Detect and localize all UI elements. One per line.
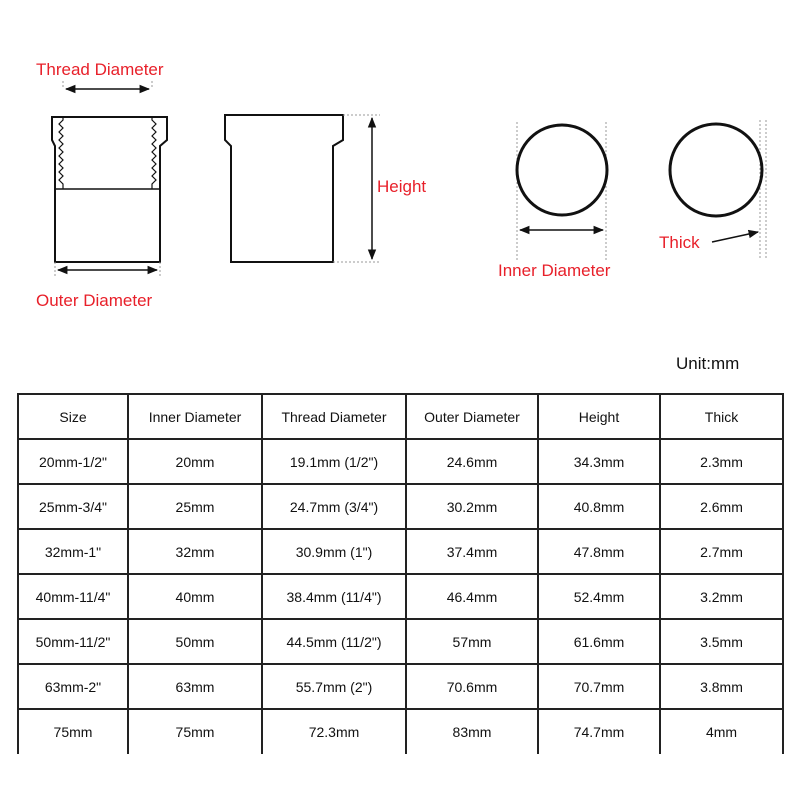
cell-height: 52.4mm: [538, 574, 660, 619]
table-row: [18, 574, 783, 619]
cell-height: 34.3mm: [538, 439, 660, 484]
cell-thread-diameter: 44.5mm (11/2"): [262, 619, 406, 664]
inner-diameter-label: Inner Diameter: [498, 261, 611, 280]
thread-diameter-label: Thread Diameter: [36, 60, 164, 79]
cell-inner-diameter: 25mm: [128, 484, 262, 529]
column-header-thick: Thick: [660, 394, 783, 439]
cell-thick: 4mm: [660, 709, 783, 754]
threaded-adapter-drawing: [52, 80, 167, 262]
cell-inner-diameter: 63mm: [128, 664, 262, 709]
cell-thread-diameter: 30.9mm (1"): [262, 529, 406, 574]
size-spec-table: [17, 393, 784, 754]
table-row: [18, 439, 783, 484]
cell-size: 50mm-11/2": [18, 619, 128, 664]
cell-thread-diameter: 24.7mm (3/4"): [262, 484, 406, 529]
cell-thick: 3.2mm: [660, 574, 783, 619]
cell-outer-diameter: 46.4mm: [406, 574, 538, 619]
cell-size: 20mm-1/2": [18, 439, 128, 484]
cell-thread-diameter: 72.3mm: [262, 709, 406, 754]
cell-size: 32mm-1": [18, 529, 128, 574]
table-row: [18, 709, 783, 754]
column-header-height: Height: [538, 394, 660, 439]
cell-thick: 2.7mm: [660, 529, 783, 574]
table-header-row: [18, 394, 783, 439]
cell-height: 70.7mm: [538, 664, 660, 709]
cell-thread-diameter: 19.1mm (1/2"): [262, 439, 406, 484]
cell-height: 74.7mm: [538, 709, 660, 754]
unit-label: Unit:mm: [676, 354, 740, 373]
cell-height: 40.8mm: [538, 484, 660, 529]
dimension-diagram: [0, 0, 800, 340]
cell-inner-diameter: 40mm: [128, 574, 262, 619]
cell-height: 47.8mm: [538, 529, 660, 574]
inner-diameter-ring: [517, 122, 607, 260]
cell-outer-diameter: 57mm: [406, 619, 538, 664]
cell-size: 40mm-11/4": [18, 574, 128, 619]
outer-diameter-arrow: [55, 262, 160, 278]
cell-size: 75mm: [18, 709, 128, 754]
height-label: Height: [377, 177, 427, 196]
cell-size: 25mm-3/4": [18, 484, 128, 529]
cell-thread-diameter: 38.4mm (11/4"): [262, 574, 406, 619]
cell-thick: 3.8mm: [660, 664, 783, 709]
plain-adapter-drawing: [225, 115, 380, 262]
cell-outer-diameter: 83mm: [406, 709, 538, 754]
cell-outer-diameter: 30.2mm: [406, 484, 538, 529]
cell-outer-diameter: 37.4mm: [406, 529, 538, 574]
cell-thread-diameter: 55.7mm (2"): [262, 664, 406, 709]
thick-label: Thick: [659, 233, 700, 252]
cell-thick: 2.6mm: [660, 484, 783, 529]
table-row: [18, 529, 783, 574]
cell-inner-diameter: 50mm: [128, 619, 262, 664]
table-row: [18, 484, 783, 529]
cell-outer-diameter: 70.6mm: [406, 664, 538, 709]
cell-thick: 2.3mm: [660, 439, 783, 484]
column-header-outer-diameter: Outer Diameter: [406, 394, 538, 439]
cell-inner-diameter: 75mm: [128, 709, 262, 754]
cell-outer-diameter: 24.6mm: [406, 439, 538, 484]
table-row: [18, 619, 783, 664]
cell-size: 63mm-2": [18, 664, 128, 709]
column-header-thread-diameter: Thread Diameter: [262, 394, 406, 439]
column-header-size: Size: [18, 394, 128, 439]
table-row: [18, 664, 783, 709]
column-header-inner-diameter: Inner Diameter: [128, 394, 262, 439]
outer-diameter-label: Outer Diameter: [36, 291, 153, 310]
cell-inner-diameter: 32mm: [128, 529, 262, 574]
cell-inner-diameter: 20mm: [128, 439, 262, 484]
cell-height: 61.6mm: [538, 619, 660, 664]
cell-thick: 3.5mm: [660, 619, 783, 664]
thick-arrow: [712, 232, 758, 242]
